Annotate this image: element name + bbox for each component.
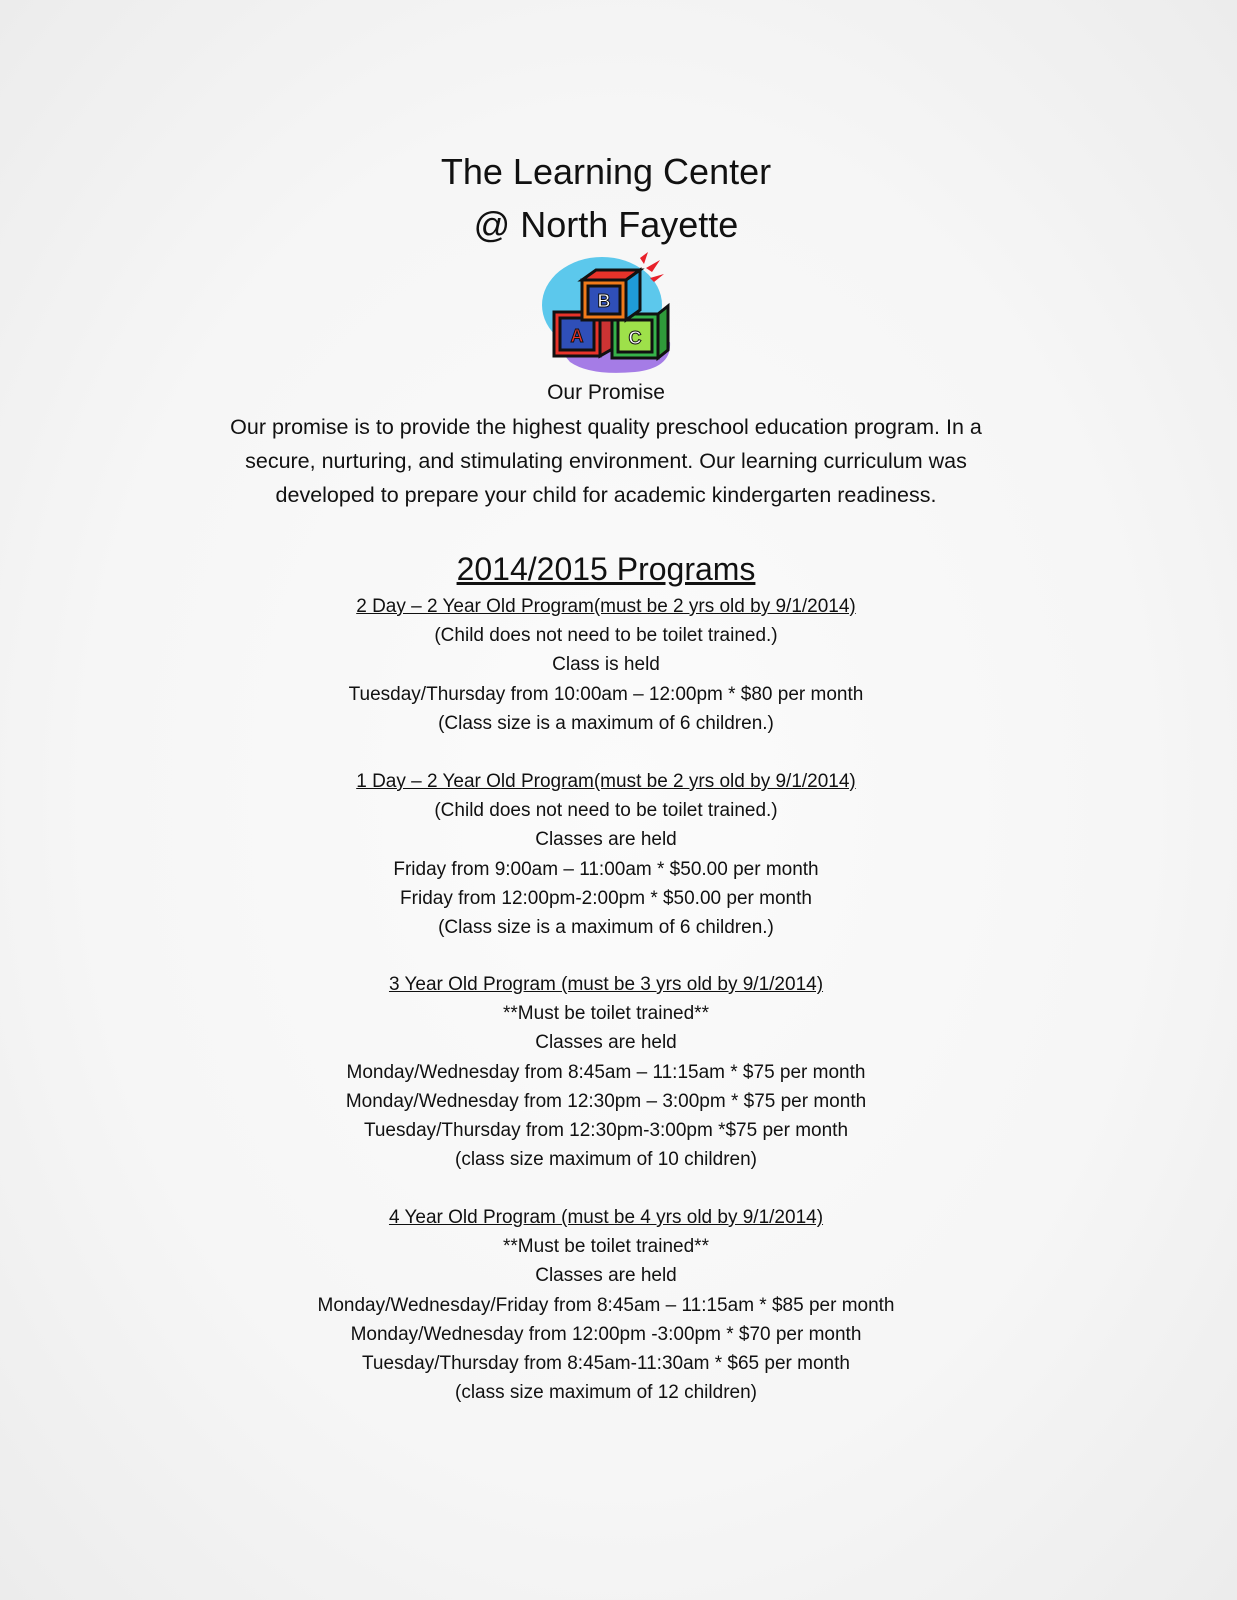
program-line: Friday from 12:00pm-2:00pm * $50.00 per month: [400, 887, 812, 909]
program-line: Friday from 9:00am – 11:00am * $50.00 per month: [393, 858, 819, 880]
promise-paragraph: [150, 410, 1062, 512]
program-line: Monday/Wednesday from 8:45am – 11:15am * $75 per month: [346, 1061, 866, 1083]
program-line: Tuesday/Thursday from 10:00am – 12:00pm * $80 per month: [348, 683, 864, 705]
title-line-2: @ North Fayette: [473, 204, 739, 245]
program-line: Monday/Wednesday/Friday from 8:45am – 11:15am * $85 per month: [317, 1294, 895, 1316]
svg-text:C: C: [628, 328, 642, 348]
programs-heading: 2014/2015 Programs: [456, 551, 756, 587]
program-section: [0, 592, 1212, 738]
svg-text:A: A: [570, 326, 584, 346]
program-section: [0, 1203, 1212, 1407]
program-line: **Must be toilet trained**: [503, 1003, 709, 1025]
program-section: [0, 970, 1212, 1174]
program-line: (class size maximum of 10 children): [455, 1149, 757, 1171]
program-line: (Child does not need to be toilet trained.): [434, 625, 778, 647]
program-line: Monday/Wednesday from 12:30pm – 3:00pm * $75 per month: [345, 1090, 867, 1112]
program-title: 4 Year Old Program (must be 4 yrs old by 9/1/2014): [388, 1207, 824, 1228]
promise-line: Our promise is to provide the highest quality preschool education program. In a: [230, 415, 982, 439]
promise-line: secure, nurturing, and stimulating environment. Our learning curriculum was: [245, 449, 967, 473]
program-line: Tuesday/Thursday from 8:45am-11:30am * $65 per month: [362, 1353, 850, 1375]
promise-line: developed to prepare your child for academic kindergarten readiness.: [275, 483, 937, 507]
program-line: (Child does not need to be toilet trained.): [434, 800, 778, 822]
program-section: [0, 767, 1212, 942]
abc-blocks-icon: [540, 250, 675, 378]
svg-text:B: B: [597, 291, 611, 311]
program-line: (Class size is a maximum of 6 children.): [438, 712, 774, 734]
program-title: 2 Day – 2 Year Old Program(must be 2 yrs old by 9/1/2014): [356, 596, 856, 617]
program-line: Tuesday/Thursday from 12:30pm-3:00pm *$75 per month: [363, 1120, 849, 1142]
document-title: [0, 145, 1212, 251]
promise-heading: Our Promise: [547, 381, 665, 404]
program-line: (Class size is a maximum of 6 children.): [438, 917, 774, 939]
program-line: Classes are held: [535, 1265, 677, 1287]
program-line: Monday/Wednesday from 12:00pm -3:00pm * $70 per month: [350, 1323, 862, 1345]
program-line: Classes are held: [535, 829, 677, 851]
program-title: 3 Year Old Program (must be 3 yrs old by 9/1/2014): [388, 974, 824, 995]
program-title: 1 Day – 2 Year Old Program(must be 2 yrs old by 9/1/2014): [356, 771, 856, 792]
program-line: **Must be toilet trained**: [503, 1236, 709, 1258]
title-line-1: The Learning Center: [440, 151, 772, 192]
program-line: Classes are held: [535, 1032, 677, 1054]
program-line: Class is held: [552, 654, 660, 676]
program-line: (class size maximum of 12 children): [455, 1382, 757, 1404]
